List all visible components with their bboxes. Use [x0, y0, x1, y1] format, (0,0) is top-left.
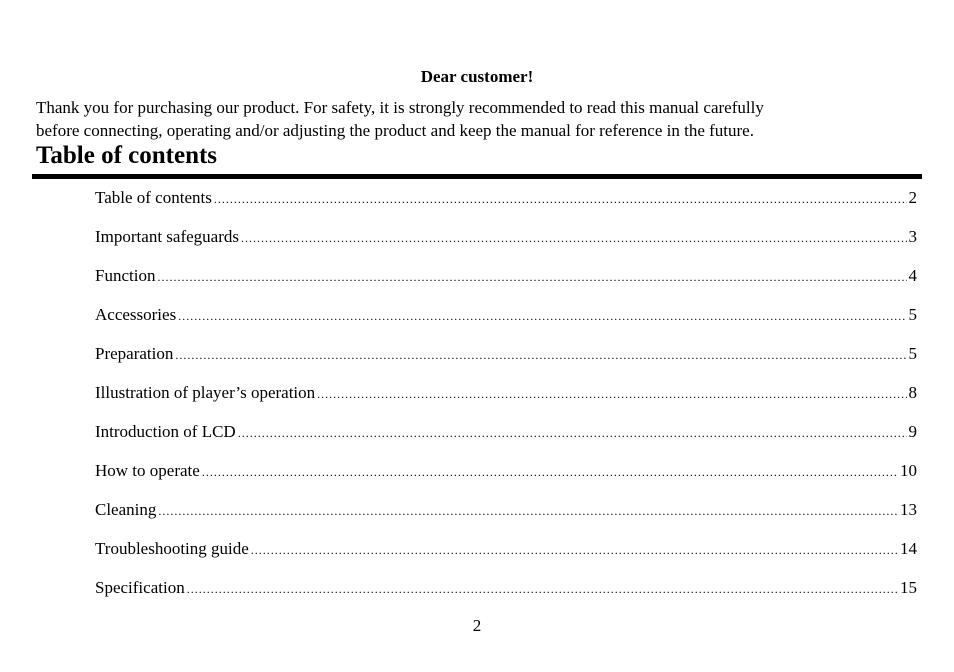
toc-entry-title: Important safeguards — [95, 227, 239, 246]
toc-entry-page: 3 — [908, 227, 917, 246]
toc-entry-title: How to operate — [95, 461, 200, 480]
toc-dot-leader — [202, 460, 898, 483]
toc-entry[interactable] — [95, 577, 917, 616]
toc-entry[interactable] — [95, 343, 917, 382]
toc-dot-leader — [158, 499, 898, 522]
toc-entry-page: 15 — [900, 578, 917, 597]
intro-line-2: before connecting, operating and/or adjusting the product and keep the manual for reference in the future. — [36, 121, 754, 140]
toc-entry-page: 5 — [908, 305, 917, 324]
toc-entry-title: Introduction of LCD — [95, 422, 236, 441]
toc-entry[interactable] — [95, 460, 917, 499]
toc-entry[interactable] — [95, 226, 917, 265]
toc-entry-title: Function — [95, 266, 156, 285]
toc-entry[interactable] — [95, 304, 917, 343]
toc-dot-leader — [175, 343, 906, 366]
toc-entry[interactable] — [95, 187, 917, 226]
toc-entry-title: Illustration of player’s operation — [95, 383, 316, 402]
greeting-heading: Dear customer! — [420, 67, 534, 86]
toc-entry[interactable] — [95, 499, 917, 538]
toc-entry-page: 5 — [908, 344, 917, 363]
toc-entry-title: Cleaning — [95, 500, 157, 519]
toc-dot-leader — [178, 304, 906, 327]
heading-divider — [32, 174, 922, 179]
toc-dot-leader — [238, 421, 907, 444]
toc-entry[interactable] — [95, 265, 917, 304]
toc-dot-leader — [251, 538, 898, 561]
toc-entry-title: Preparation — [95, 344, 174, 363]
toc-entry-page: 10 — [900, 461, 917, 480]
toc-dot-leader — [187, 577, 898, 600]
toc-entry-title: Troubleshooting guide — [95, 539, 249, 558]
toc-entry-page: 2 — [908, 188, 917, 207]
toc-entry-page: 4 — [908, 266, 917, 285]
toc-entry-title: Accessories — [95, 305, 177, 324]
toc-entry-page: 9 — [908, 422, 917, 441]
toc-entry-page: 13 — [900, 500, 917, 519]
toc-entry-page: 8 — [908, 383, 917, 402]
toc-entry-title: Specification — [95, 578, 185, 597]
toc-heading: Table of contents — [36, 142, 218, 169]
toc-entry-page: 14 — [900, 539, 917, 558]
page-number: 2 — [472, 616, 482, 635]
toc-entry[interactable] — [95, 538, 917, 577]
toc-dot-leader — [157, 265, 906, 288]
toc-list — [95, 187, 917, 616]
toc-entry[interactable] — [95, 382, 917, 421]
intro-paragraph — [36, 96, 916, 142]
toc-entry[interactable] — [95, 421, 917, 460]
toc-dot-leader — [317, 382, 906, 405]
toc-entry-title: Table of contents — [95, 188, 212, 207]
toc-dot-leader — [214, 187, 907, 210]
toc-dot-leader — [241, 226, 907, 249]
intro-line-1: Thank you for purchasing our product. For safety, it is strongly recommended to read this manual carefully — [36, 98, 764, 117]
